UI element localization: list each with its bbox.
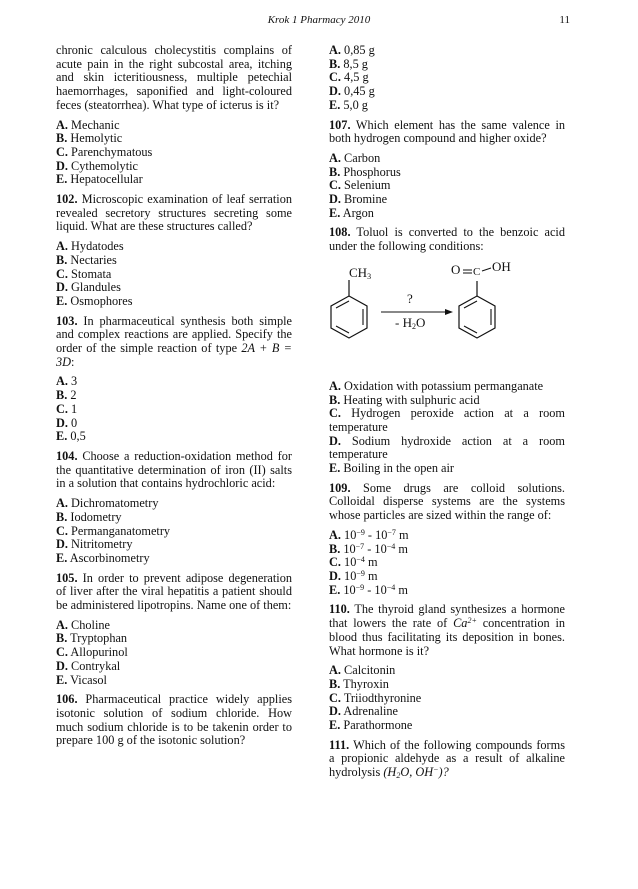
option: D. Bromine [329, 192, 388, 207]
option: A. Hydatodes [56, 239, 124, 254]
option: E. Argon [329, 205, 374, 220]
hydrolysis-conditions: ($H_2O$, OH−)? [383, 765, 449, 781]
option: C. 4,5 g [329, 70, 369, 85]
hydroxyl-bond [482, 268, 491, 271]
question-106: 106. Pharmaceutical practice widely applies isotonic solution of sodium chloride. How much sodium chloride is to be takenin order to prepare 100 g of the isotonic solution? [56, 692, 292, 748]
question-104: 104. Choose a reduction-oxidation method for the quantitative determination of iron (II) salts in a solution that contains hydrochloric acid: [56, 448, 292, 491]
question-105: 105. In order to prevent adipose degeneration of liver after the viral hepatitis a patient should be administered lipotropins. Name one of them: [56, 570, 293, 613]
question-109: 109. Some drugs are colloid solutions. Colloidal disperse systems are the systems whose particles are sized within the range of: [329, 480, 565, 523]
option: E. Ascorbinometry [56, 550, 150, 565]
option: D. Adrenaline [329, 704, 399, 719]
option: A. Dichromatometry [56, 496, 159, 511]
question-103: 103. In pharmaceutical synthesis both simple and complex reactions are applied. Specify the order of the simple reaction of type 2A + B = 3D: [56, 313, 292, 369]
option: B. Tryptophan [56, 631, 128, 646]
question-110: 110. The thyroid gland synthesizes a hormone that lowers the rate of $Ca^{2+}$ concentration in blood thus facilitating its deposition in bones. What hormone is it? [329, 602, 566, 658]
option: A. Mechanic [56, 117, 120, 132]
option: B. Phosphorus [329, 164, 401, 179]
option: C. Triiodthyronine [329, 690, 422, 705]
option: E. Vicasol [56, 672, 107, 687]
option: A. Calcitonin [329, 663, 396, 678]
option: E. 5,0 g [329, 97, 368, 112]
options-103 [56, 375, 292, 444]
option: D. Nitritometry [56, 537, 133, 552]
option: B. Thyroxin [329, 676, 389, 691]
option: A. Carbon [329, 150, 381, 165]
option: A. 0,85 g [329, 43, 375, 57]
options-110 [329, 664, 565, 733]
benzene-ring-benzoic [459, 296, 495, 338]
option: C. Parenchymatous [56, 144, 153, 159]
option: B. 8,5 g [329, 56, 368, 71]
options-102 [56, 240, 292, 309]
option: D. Cythemolytic [56, 158, 138, 173]
option: B. $10^{-7} - 10^{-4}$ m [329, 541, 408, 556]
options-107 [329, 152, 565, 221]
option: B. Nectaries [56, 252, 117, 267]
option: C. Selenium [329, 178, 391, 193]
reaction-scheme [329, 260, 565, 372]
option: E. Osmophores [56, 293, 133, 308]
option: B. Heating with sulphuric acid [329, 392, 480, 407]
reaction-formula: 2A + B = 3D [56, 341, 292, 369]
option: C. Hydrogen peroxide action at a room temperature [329, 406, 565, 434]
option: C. 1 [56, 401, 78, 416]
option: D. Glandules [56, 280, 121, 295]
hydroxyl-label: OH [492, 258, 511, 274]
option: C. Allopurinol [56, 645, 128, 660]
options-106 [329, 44, 565, 113]
condition-unknown: ? [407, 290, 413, 306]
option: E. 0,5 [56, 429, 86, 444]
option: A. Choline [56, 617, 110, 632]
page-header [0, 14, 638, 30]
question-107: 107. Which element has the same valence in both hydrogen compound and higher oxide? [329, 117, 566, 146]
option: D. $10^{-9}$ m [329, 568, 378, 583]
option: D. 0 [56, 415, 78, 430]
options-101 [56, 119, 292, 188]
option: B. Hemolytic [56, 131, 123, 146]
option: A. $10^{-9} - 10^{-7}$ m [329, 527, 409, 542]
option: A. Oxidation with potassium permanganate [329, 378, 544, 393]
page-number: 11 [559, 14, 570, 26]
oxygen-label: O [451, 261, 461, 277]
elimination-label: - $H_2O$ [395, 314, 426, 331]
question-111: 111. Which of the following compounds forms a propionic aldehyde as a result of alkaline hydrolysis ($H_2O$, OH−)? [329, 737, 566, 781]
arrow-head [445, 309, 453, 315]
option: D. Sodium hydroxide action at a room temperature [329, 433, 565, 462]
left-column [56, 44, 292, 754]
option: E. Boiling in the open air [329, 461, 455, 476]
option: B. Iodometry [56, 509, 122, 524]
question-102: 102. Microscopic examination of leaf serration revealed secretory structures secreting some liquid. What are these structures called? [56, 192, 292, 234]
option: B. 2 [56, 388, 77, 403]
options-105 [56, 619, 292, 688]
options-109 [329, 529, 565, 598]
options-108 [329, 380, 565, 476]
header-title: Krok 1 Pharmacy 2010 [267, 14, 371, 26]
question-108: 108. Toluol is converted to the benzoic acid under the following conditions: [329, 225, 565, 254]
option: D. 0,45 g [329, 84, 375, 99]
methyl-label: $CH_3$ [349, 264, 372, 281]
option: D. Contrykal [56, 658, 121, 673]
option: E. Hepatocellular [56, 172, 143, 187]
option: E. Parathormone [329, 718, 413, 733]
question-101-tail: chronic calculous cholecystitis complains of acute pain in the right subcostal area, itching and skin icteritiousness, multiple petechial haemorrhages, saponified and light-coloured feces (steatorrhea). What type of icterus is it? [56, 43, 292, 112]
option: C. Permanganatometry [56, 523, 171, 538]
options-104 [56, 497, 292, 566]
option: A. 3 [56, 374, 78, 389]
calcium-ion: $Ca^{2+}$ [453, 616, 477, 631]
right-column [329, 44, 565, 786]
carbon-label: C [473, 265, 481, 278]
option: C. $10^{-4}$ m [329, 555, 378, 570]
benzene-ring-toluene [331, 296, 367, 338]
option: C. Stomata [56, 266, 112, 281]
option: E. $10^{-9} - 10^{-4}$ m [329, 582, 408, 597]
